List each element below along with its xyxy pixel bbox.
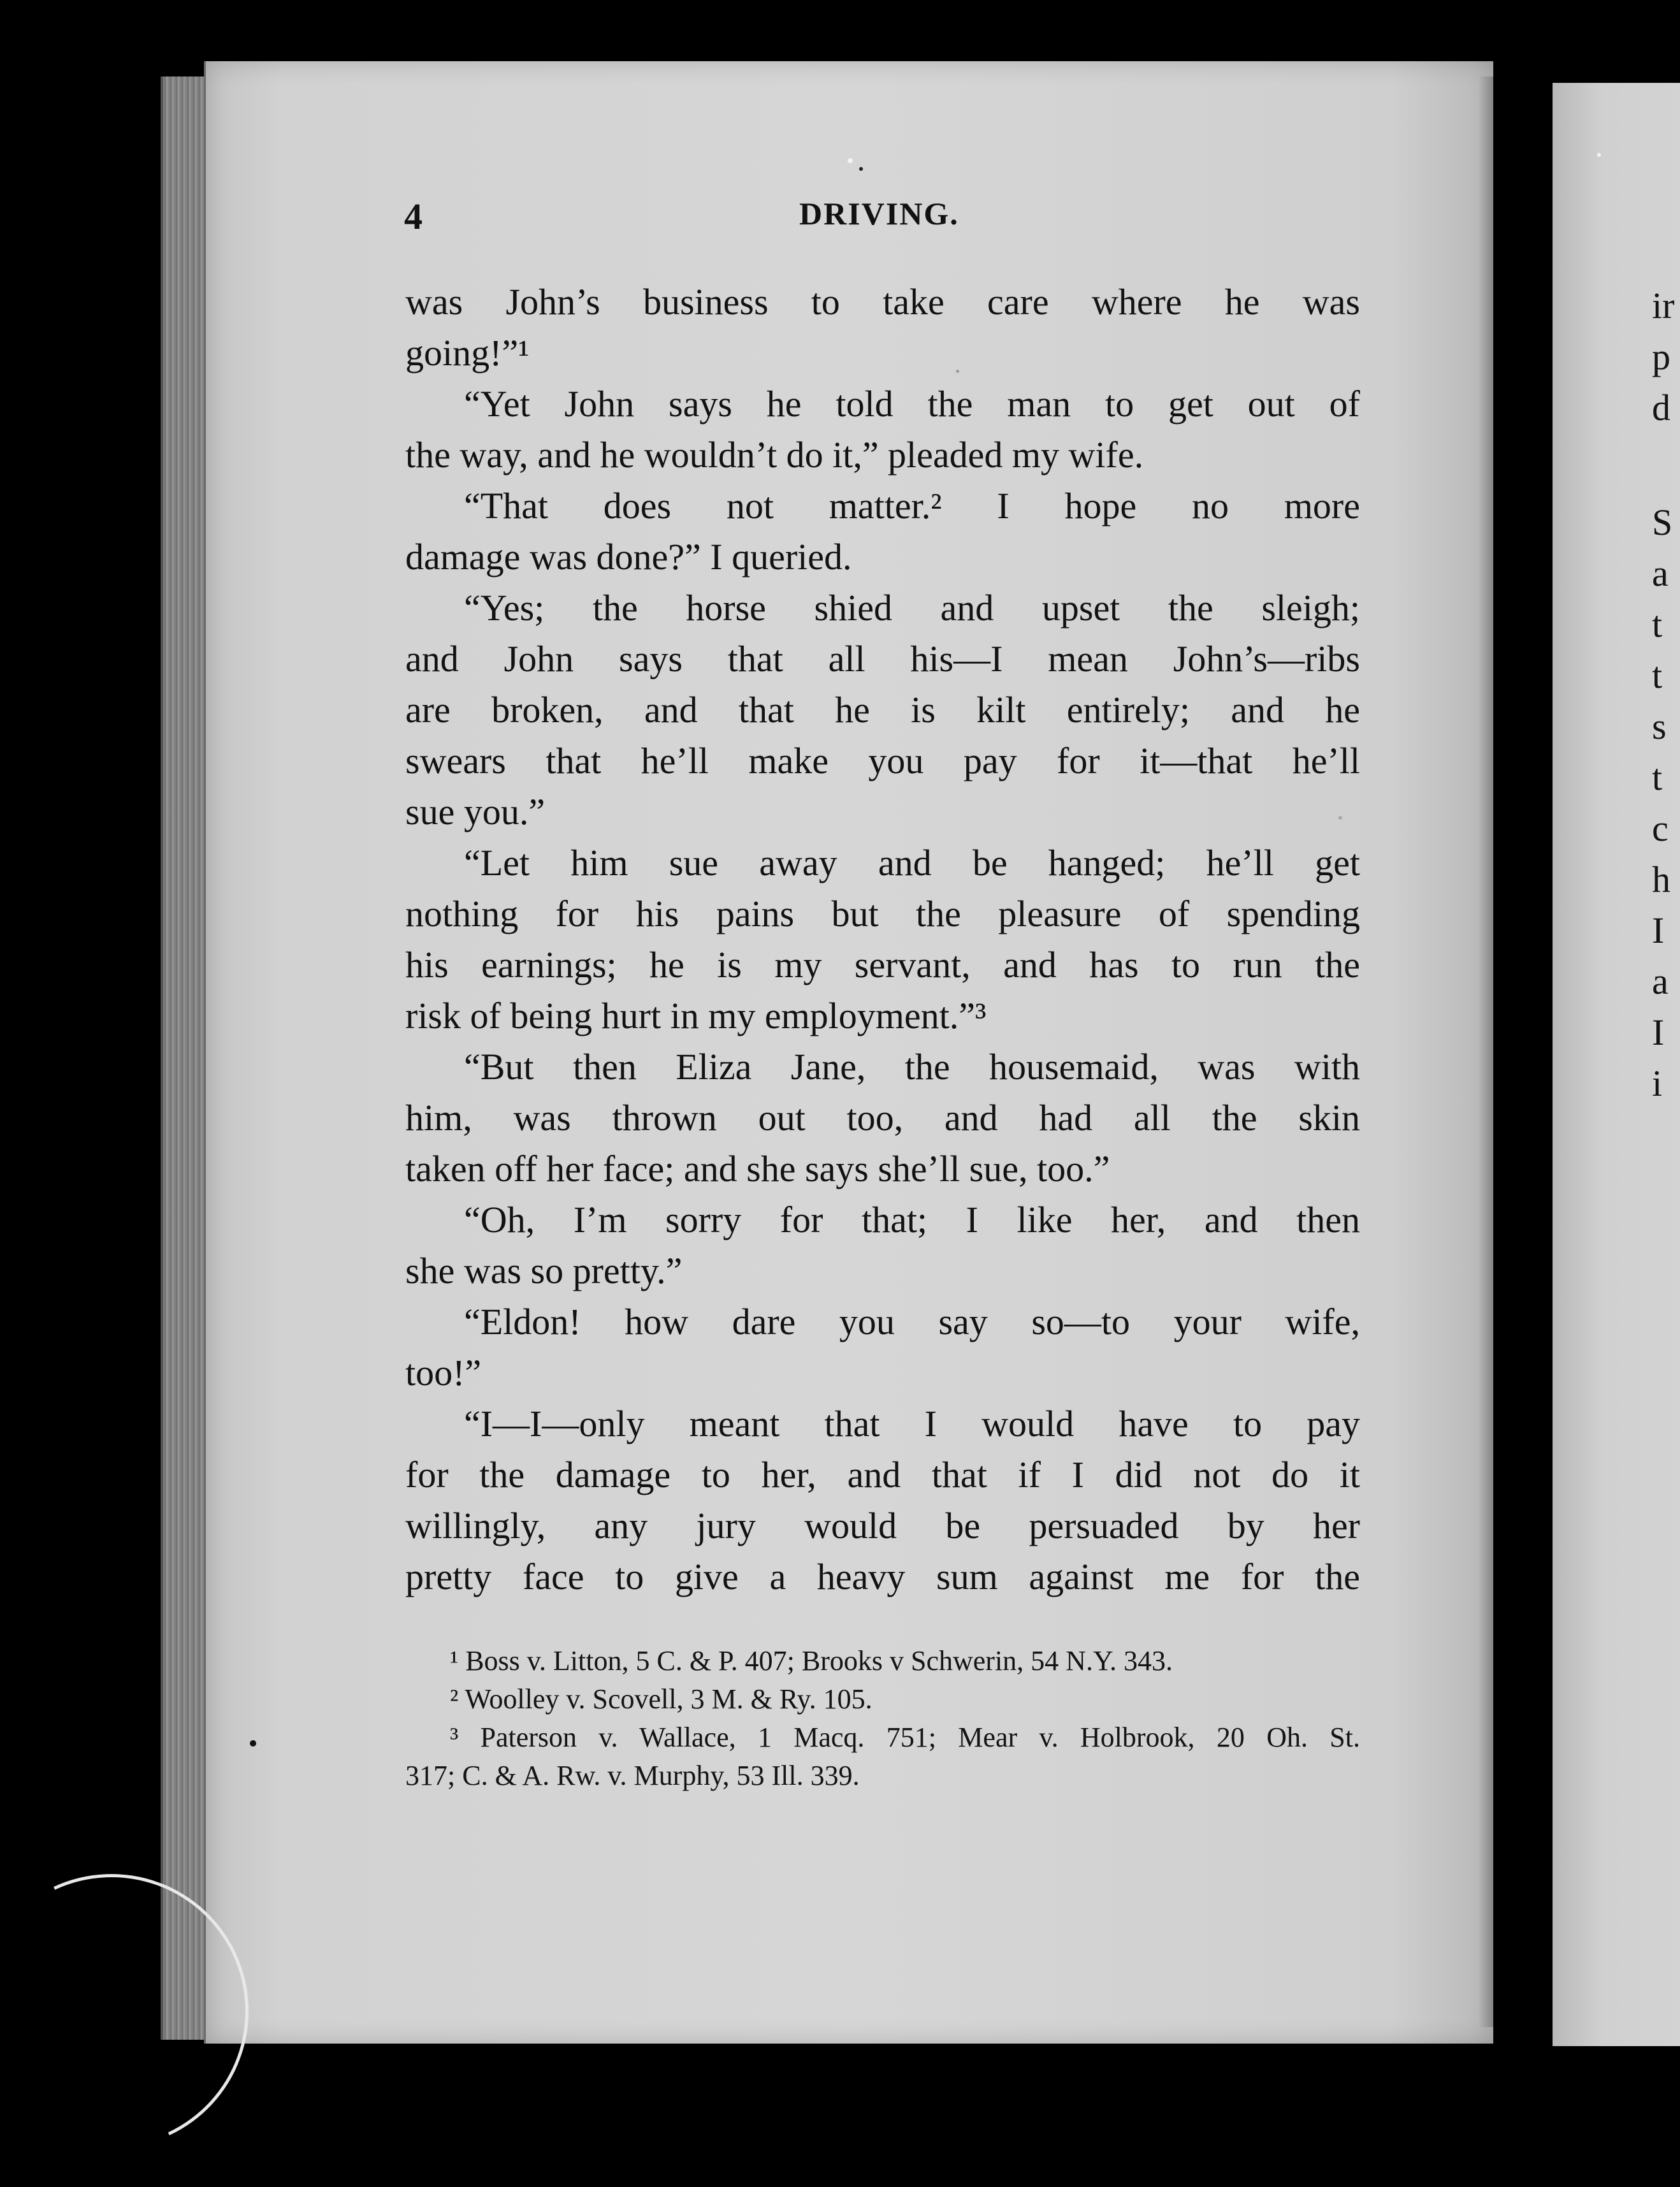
text-line: risk of being hurt in my employment.”³ [405,995,987,1036]
scan-speck [1338,816,1342,820]
text-line: willingly, any jury would be persuaded by her [405,1505,1360,1546]
text-line: “I—I—only meant that I would have to pay [464,1403,1360,1444]
text-line: swears that he’ll make you pay for it—that he’ll [405,740,1360,781]
page-number: 4 [404,196,423,237]
facing-fragment: c [1652,808,1669,849]
text-line: the way, and he wouldn’t do it,” pleaded my wife. [405,434,1144,476]
text-line: “Yet John says he told the man to get out of [464,383,1360,425]
text-line: “Oh, I’m sorry for that; I like her, and then [464,1199,1360,1240]
text-line: “That does not matter.² I hope no more [464,485,1360,527]
footnote: 317; C. & A. Rw. v. Murphy, 53 Ill. 339. [405,1760,860,1791]
text-line: “Yes; the horse shied and upset the sleigh; [464,587,1360,628]
facing-fragment: ir [1652,285,1675,326]
footnote: ³ Paterson v. Wallace, 1 Macq. 751; Mear v. Holbrook, 20 Oh. St. [450,1722,1360,1753]
text-line: and John says that all his—I mean John’s—ribs [405,638,1360,679]
facing-fragment: I [1652,910,1665,951]
footnotes [405,1642,1360,1795]
text-line: was John’s business to take care where he was [405,281,1360,323]
text-line: taken off her face; and she says she’ll sue, too.” [405,1148,1110,1189]
footnote: ² Woolley v. Scovell, 3 M. & Ry. 105. [450,1683,873,1715]
facing-fragment: d [1652,387,1670,428]
facing-fragment: S [1652,502,1673,543]
text-line: damage was done?” I queried. [405,536,852,578]
facing-fragment: i [1652,1063,1663,1104]
facing-fragment: t [1652,604,1663,645]
facing-fragment: I [1652,1012,1665,1053]
facing-fragment: t [1652,757,1663,798]
text-line: him, was thrown out too, and had all the skin [405,1097,1360,1138]
text-line: too!” [405,1352,482,1393]
text-line: going!”¹ [405,332,530,374]
text-line: “But then Eliza Jane, the housemaid, was with [464,1046,1360,1087]
footnote: ¹ Boss v. Litton, 5 C. & P. 407; Brooks v Schwerin, 54 N.Y. 343. [450,1645,1173,1676]
text-line: nothing for his pains but the pleasure of spending [405,893,1360,934]
scan-speck [1597,153,1601,157]
facing-page [1553,83,1680,2046]
facing-fragment: a [1652,961,1669,1002]
scan-speck [250,1740,256,1747]
body-text [405,277,1360,1602]
facing-fragment: p [1652,336,1670,377]
text-line: are broken, and that he is kilt entirely; and he [405,689,1360,730]
scan-speck [956,370,959,373]
text-line: his earnings; he is my servant, and has to run the [405,944,1360,985]
text-line: “Eldon! how dare you say so—to your wife, [464,1301,1360,1342]
scan-speck [859,167,863,171]
running-head: DRIVING. [799,196,959,231]
facing-fragment: s [1652,706,1667,747]
facing-page-text [1652,280,1680,1109]
text-line: she was so pretty.” [405,1250,683,1291]
text-line: “Let him sue away and be hanged; he’ll get [464,842,1360,883]
scan-speck [848,158,853,163]
facing-fragment: h [1652,859,1670,900]
text-line: sue you.” [405,791,546,832]
text-line: for the damage to her, and that if I did not do it [405,1454,1360,1495]
facing-fragment: t [1652,655,1663,696]
gutter-shadow [1479,76,1517,2027]
text-line: pretty face to give a heavy sum against me for the [405,1556,1360,1597]
facing-fragment: a [1652,553,1669,594]
